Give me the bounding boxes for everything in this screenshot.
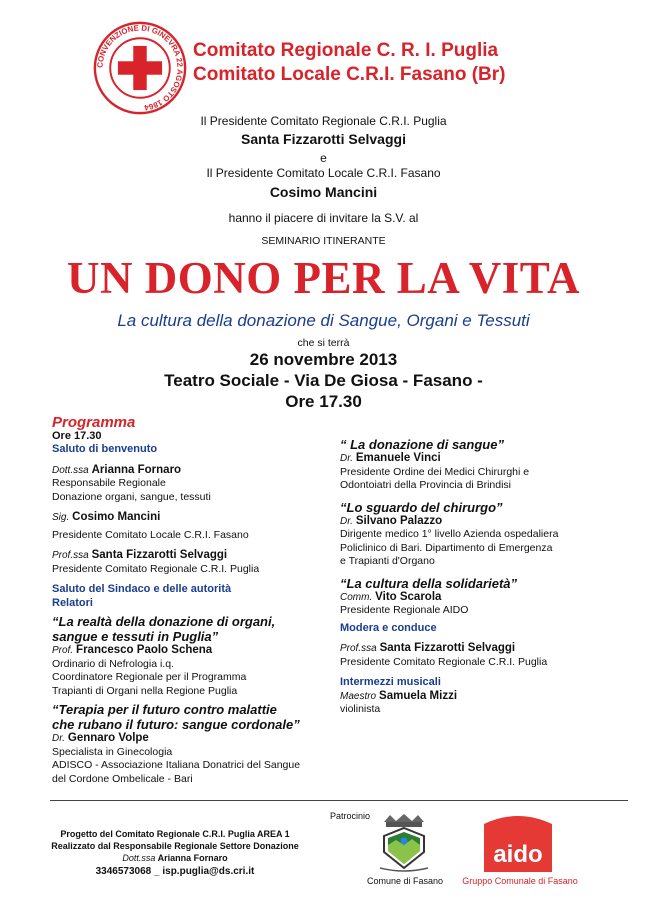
speaker-name: Samuela Mizzi xyxy=(379,689,458,702)
contact-info: 3346573068 _ isp.puglia@ds.cri.it xyxy=(95,866,255,877)
credit-name: Arianna Fornaro xyxy=(157,853,228,863)
speaker-role: Responsabile Regionale xyxy=(52,477,166,489)
speaker-role: Presidente Comitato Locale C.R.I. Fasano xyxy=(52,528,249,541)
music-heading: Intermezzi musicali xyxy=(340,676,441,688)
welcome-heading: Saluto di benvenuto xyxy=(52,443,158,455)
speaker-role: del Cordone Ombelicale - Bari xyxy=(52,772,193,785)
credit-title: Dott.ssa xyxy=(122,853,156,863)
speaker-name: Francesco Paolo Schena xyxy=(76,644,213,656)
moderator-heading: Modera e conduce xyxy=(340,621,437,634)
intro-name1: Santa Fizzarotti Selvaggi xyxy=(241,131,406,147)
program-time: Ore 17.30 xyxy=(52,429,102,442)
aido-group-label: Gruppo Comunale di Fasano xyxy=(462,876,578,886)
invite-text: hanno il piacere di invitare la S.V. al xyxy=(228,211,419,225)
aido-text: aido xyxy=(493,841,543,868)
speaker-title: Sig. xyxy=(52,512,70,523)
event-title: UN DONO PER LA VITA xyxy=(67,253,580,303)
comune-label: Comune di Fasano xyxy=(366,876,444,886)
talk-title: sangue e tessuti in Puglia” xyxy=(52,629,219,644)
speaker-name: Emanuele Vinci xyxy=(355,452,441,464)
speaker-title: Dr. xyxy=(52,733,65,744)
event-place: Teatro Sociale - Via De Giosa - Fasano - xyxy=(164,371,483,390)
speaker-role: Donazione organi, sangue, tessuti xyxy=(52,490,211,503)
speaker-title: Prof. xyxy=(52,645,74,656)
project-line1: Progetto del Comitato Regionale C.R.I. Puglia AREA 1 xyxy=(60,829,290,839)
talk-title: “ La donazione di sangue” xyxy=(340,437,504,452)
org-local: Comitato Locale C.R.I. Fasano (Br) xyxy=(193,64,506,85)
event-che: che si terrà xyxy=(297,337,350,349)
project-line2: Realizzato dal Responsabile Regionale Settore Donazione xyxy=(51,841,299,851)
speaker-title: Dr. xyxy=(340,453,353,464)
speaker-role: e Trapianti d'Organo xyxy=(340,555,435,567)
speaker-role: Presidente Comitato Regionale C.R.I. Puglia xyxy=(340,655,548,668)
coat-of-arms-icon xyxy=(376,812,432,874)
program-right-column xyxy=(340,437,630,717)
talk-title: “La realtà della donazione di organi, xyxy=(52,614,276,629)
patronage-label: Patrocinio xyxy=(330,811,371,821)
intro-line1: Il Presidente Comitato Regionale C.R.I. Puglia xyxy=(200,114,447,128)
logo-ring-text: CONVENZIONE DI GINEVRA 22 AGOSTO 1864 xyxy=(95,23,185,113)
speaker-name: Vito Scarola xyxy=(375,590,442,603)
speaker-role: Presidente Ordine dei Medici Chirurghi e xyxy=(340,465,530,478)
program-heading: Programma xyxy=(52,414,136,431)
speaker-title: Maestro xyxy=(340,690,377,702)
speaker-role: Dirigente medico 1° livello Azienda ospedaliera xyxy=(340,528,559,540)
speaker-role: Trapianti di Organi nella Regione Puglia xyxy=(52,684,238,697)
talk-title: che rubano il futuro: sangue cordonale” xyxy=(52,717,300,732)
mayor-greeting-heading: Saluto del Sindaco e delle autorità xyxy=(52,583,232,595)
org-regional: Comitato Regionale C. R. I. Puglia xyxy=(193,40,499,61)
speaker-name: Cosimo Mancini xyxy=(72,511,161,523)
speaker-role: Policlinico di Bari. Dipartimento di Emergenza xyxy=(340,541,553,554)
event-subtitle: La cultura della donazione di Sangue, Organi e Tessuti xyxy=(117,311,530,330)
speaker-role: Coordinatore Regionale per il Programma xyxy=(52,671,247,683)
seminar-label: SEMINARIO ITINERANTE xyxy=(261,235,386,247)
talk-title: “Terapia per il futuro contro malattie xyxy=(52,702,277,717)
speaker-title: Prof.ssa xyxy=(340,643,377,654)
aido-logo xyxy=(484,814,552,872)
speaker-role: Presidente Regionale AIDO xyxy=(340,604,469,616)
intro-conj: e xyxy=(320,151,327,165)
project-credits xyxy=(30,828,320,878)
talk-title: “Lo sguardo del chirurgo” xyxy=(340,499,503,515)
speaker-role: violinista xyxy=(340,703,381,715)
speaker-title: Prof.ssa xyxy=(52,550,89,561)
intro-name2: Cosimo Mancini xyxy=(269,184,378,200)
speakers-heading: Relatori xyxy=(52,596,93,609)
speaker-title: Comm. xyxy=(340,591,373,603)
red-cross-emblem xyxy=(92,20,188,116)
speaker-name: Gennaro Volpe xyxy=(67,732,149,744)
speaker-role: Presidente Comitato Regionale C.R.I. Puglia xyxy=(52,562,260,575)
speaker-name: Arianna Fornaro xyxy=(91,463,182,476)
talk-title: “La cultura della solidarietà” xyxy=(340,575,517,591)
event-date: 26 novembre 2013 xyxy=(249,350,398,369)
event-time: Ore 17.30 xyxy=(285,392,362,411)
program-left-column xyxy=(52,416,332,786)
speaker-title: Dr. xyxy=(340,515,353,527)
speaker-role: ADISCO - Associazione Italiana Donatrici del Sangue xyxy=(52,759,301,771)
speaker-title: Dott.ssa xyxy=(52,464,89,476)
speaker-role: Specialista in Ginecologia xyxy=(52,745,173,758)
intro-line2: Il Presidente Comitato Locale C.R.I. Fasano xyxy=(206,166,441,180)
speaker-role: Ordinario di Nefrologia i.q. xyxy=(52,657,174,670)
speaker-name: Santa Fizzarotti Selvaggi xyxy=(91,549,228,561)
divider xyxy=(50,800,628,801)
speaker-role: Odontoiatri della Provincia di Brindisi xyxy=(340,479,511,491)
speaker-name: Silvano Palazzo xyxy=(355,514,443,527)
speaker-name: Santa Fizzarotti Selvaggi xyxy=(379,642,516,654)
